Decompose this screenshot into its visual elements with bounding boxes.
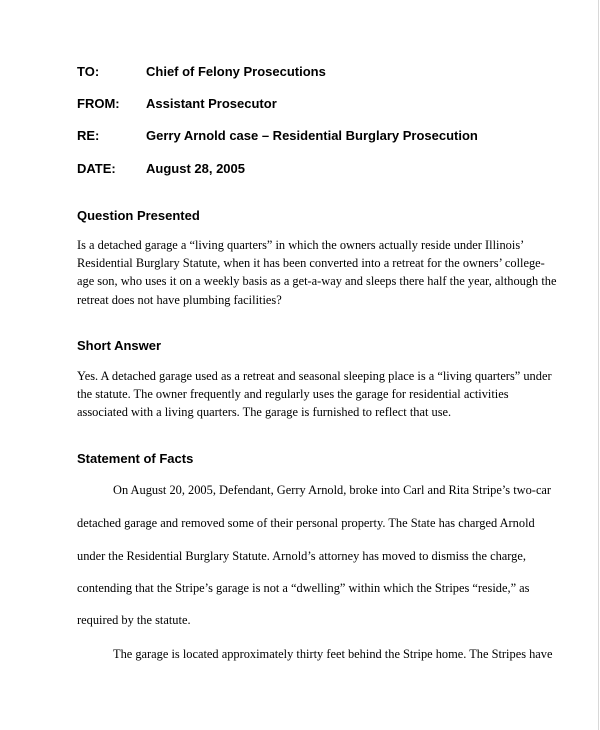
facts-line: The garage is located approximately thirty feet behind the Stripe home. The Stripes have bbox=[113, 647, 553, 661]
question-line: retreat does not have plumbing facilities? bbox=[77, 293, 282, 307]
from-label: FROM: bbox=[77, 96, 120, 111]
answer-line: associated with a living quarters. The garage is furnished to reflect that use. bbox=[77, 405, 452, 419]
statement-of-facts-heading: Statement of Facts bbox=[77, 451, 194, 466]
date-label: DATE: bbox=[77, 161, 116, 176]
answer-line: Yes. A detached garage used as a retreat and seasonal sleeping place is a “living quarters” under bbox=[77, 369, 552, 383]
answer-line: the statute. The owner frequently and regularly uses the garage for residential activities bbox=[77, 387, 509, 401]
from-value: Assistant Prosecutor bbox=[146, 96, 277, 111]
question-line: Residential Burglary Statute, when it has been converted into a retreat for the owners’ college- bbox=[77, 256, 545, 270]
facts-line: contending that the Stripe’s garage is not a “dwelling” within which the Stripes “reside,” as bbox=[77, 581, 530, 595]
facts-line: detached garage and removed some of their personal property. The State has charged Arnold bbox=[77, 516, 535, 530]
re-label: RE: bbox=[77, 128, 100, 143]
to-label: TO: bbox=[77, 64, 100, 79]
facts-line: under the Residential Burglary Statute. Arnold’s attorney has moved to dismiss the charge, bbox=[77, 549, 526, 563]
re-value: Gerry Arnold case – Residential Burglary Prosecution bbox=[146, 128, 478, 143]
to-value: Chief of Felony Prosecutions bbox=[146, 64, 326, 79]
question-presented-heading: Question Presented bbox=[77, 208, 200, 223]
facts-line: On August 20, 2005, Defendant, Gerry Arnold, broke into Carl and Rita Stripe’s two-car bbox=[113, 483, 552, 497]
short-answer-heading: Short Answer bbox=[77, 338, 162, 353]
question-line: Is a detached garage a “living quarters” in which the owners actually reside under Illinois’ bbox=[77, 238, 525, 252]
facts-line: required by the statute. bbox=[77, 613, 191, 627]
question-line: age son, who uses it on a weekly basis as a get-a-way and sleeps there half the year, although the bbox=[77, 274, 557, 288]
date-value: August 28, 2005 bbox=[146, 161, 245, 176]
